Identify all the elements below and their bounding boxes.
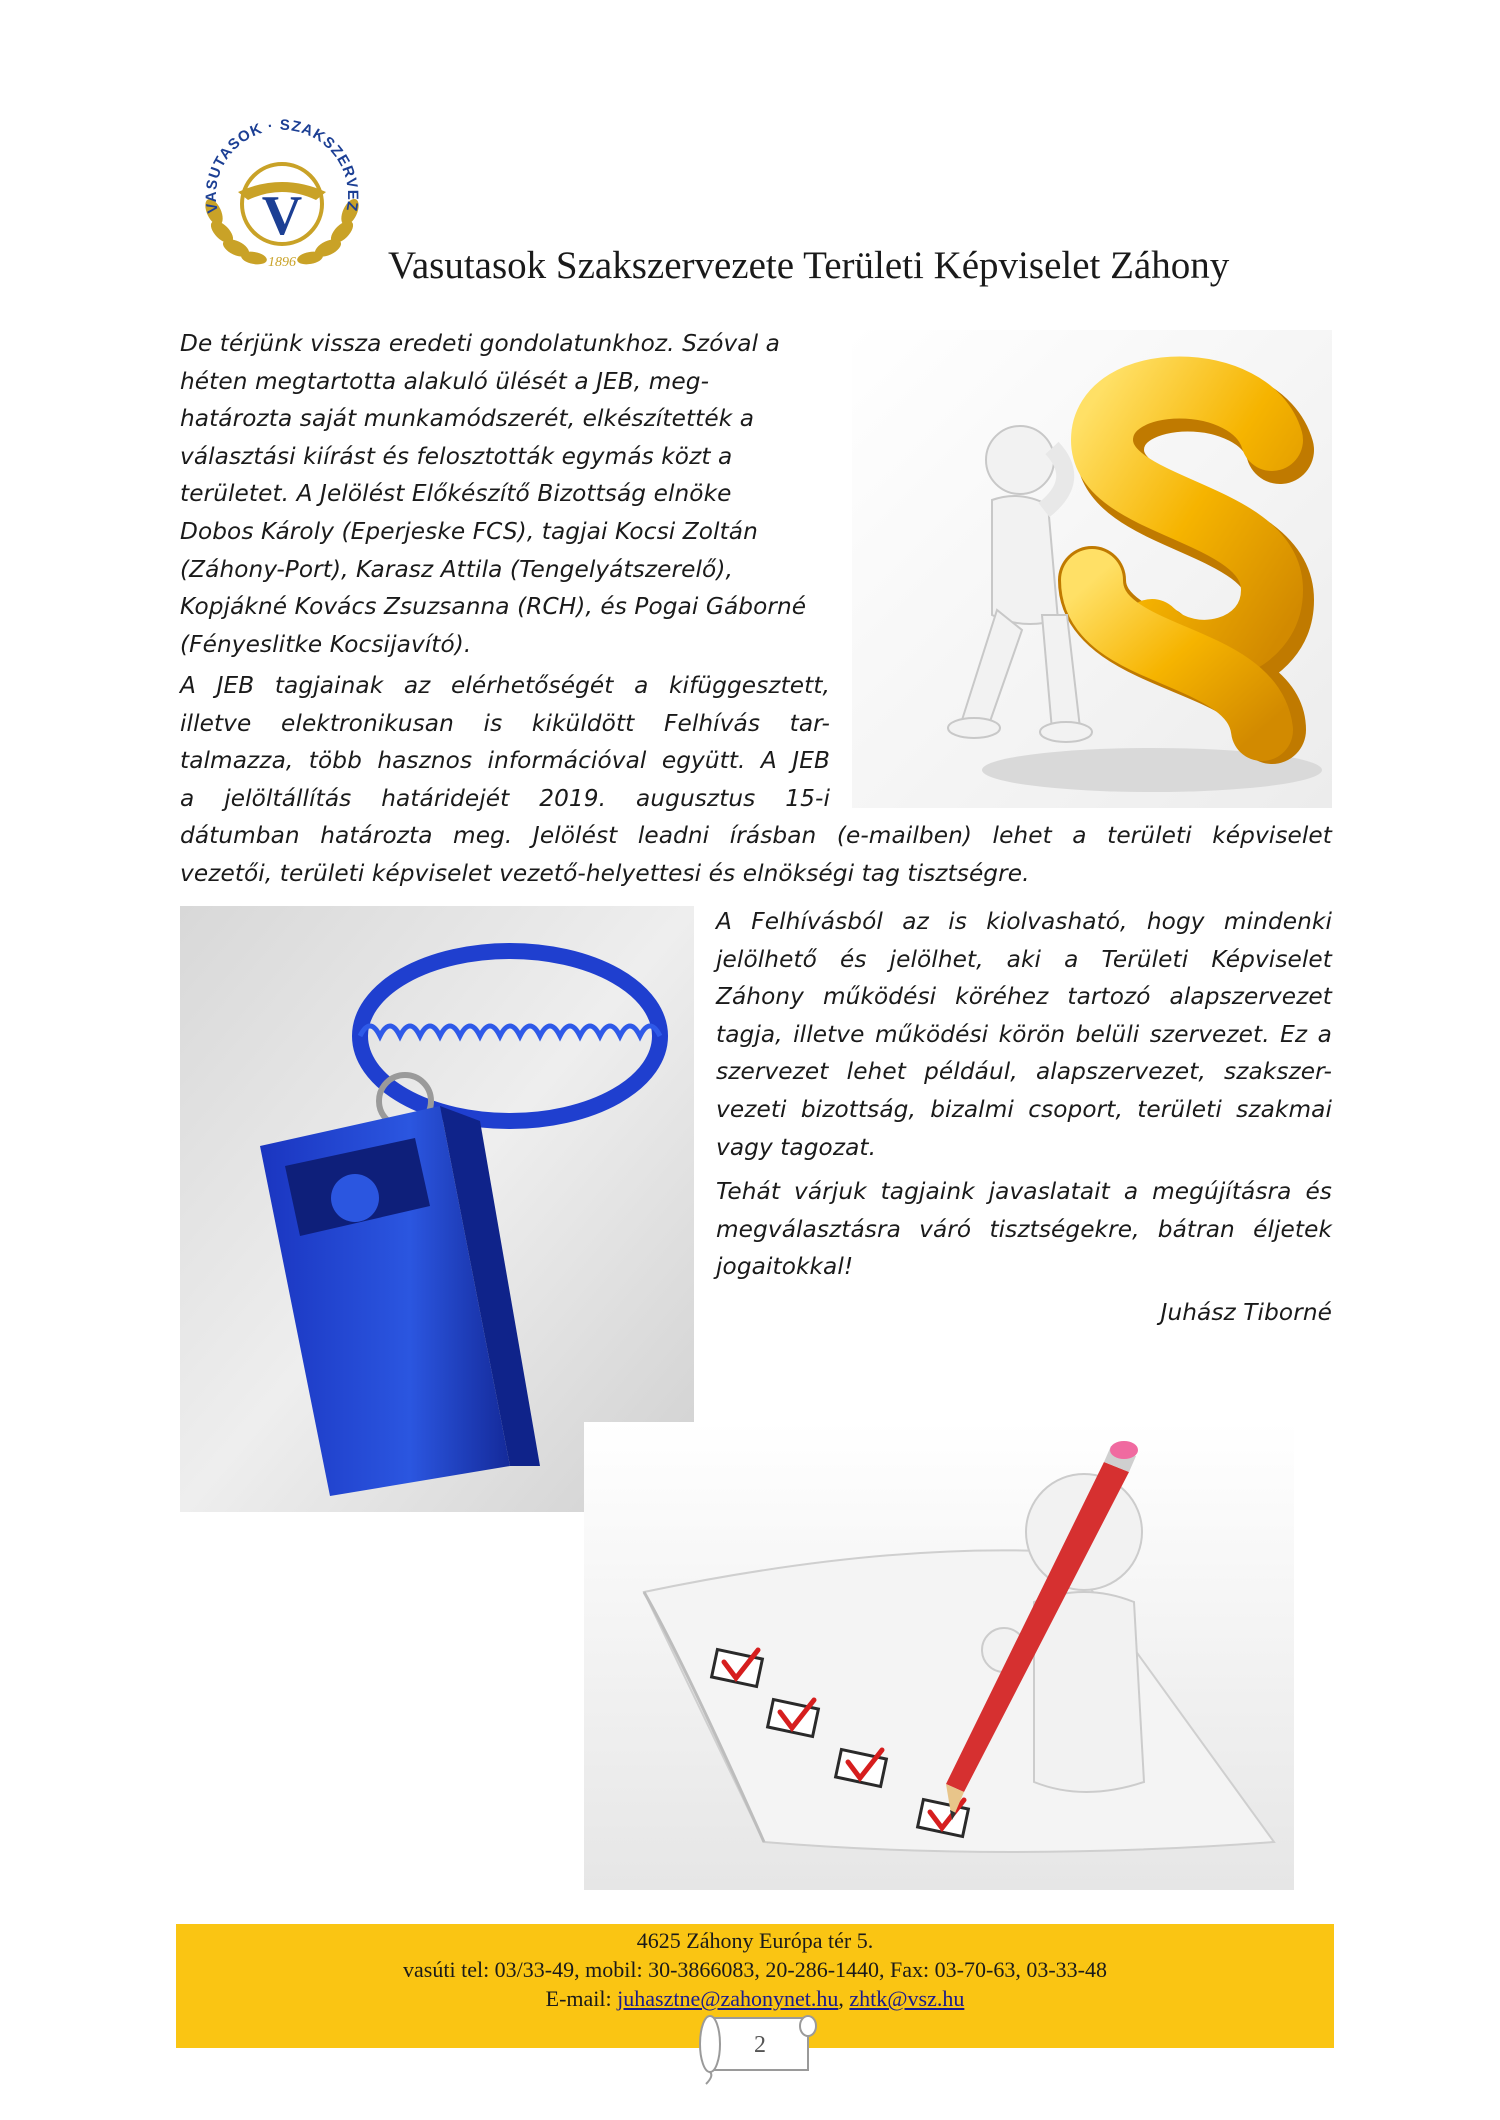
text-line: vagy tagozat. (716, 1133, 877, 1161)
text-line: dátumban határozta meg. Jelölést leadni írásban (e-mailben) lehet a területi képviselet (180, 822, 1332, 849)
text-line: Kopjákné Kovács Zsuzsanna (RCH), és Pogai Gáborné (180, 593, 807, 621)
logo-letter: V (261, 185, 303, 247)
checklist-figure-image (584, 1422, 1294, 1890)
text-line: (Záhony-Port), Karasz Attila (Tengelyátszerelő), (180, 555, 733, 583)
text-line: vezeti bizottság, bizalmi csoport, területi szakmai (716, 1095, 1332, 1123)
page-number: 2 (754, 2032, 766, 2058)
text-line: a jelöltállítás határidejét 2019. augusztus 15-i (180, 784, 830, 812)
text-line: Dobos Károly (Eperjeske FCS), tagjai Kocsi Zoltán (180, 517, 758, 545)
text-line: A JEB tagjainak az elérhetőségét a kifüggesztett, (180, 672, 830, 699)
logo-arc-text: VASUTASOK · SZAKSZERVEZ (202, 116, 362, 215)
text-line: illetve elektronikusan is kiküldött Felhívás tar- (180, 709, 830, 737)
page-title: Vasutasok Szakszervezete Területi Képviselet Záhony (388, 244, 1230, 287)
text-line: vezetői, területi képviselet vezető-helyettesi és elnökségi tag tisztségre. (180, 859, 1030, 887)
text-line: Záhony működési köréhez tartozó alapszervezet (716, 983, 1332, 1011)
union-logo (188, 112, 376, 272)
article-paragraph-3 (716, 903, 1332, 1166)
footer-phones: vasúti tel: 03/33-49, mobil: 30-3866083, 20-286-1440, Fax: 03-70-63, 03-33-48 (403, 1957, 1107, 1982)
text-line: jelölhető és jelölhet, aki a Területi Képviselet (716, 945, 1332, 973)
text-line: héten megtartotta alakuló ülését a JEB, meg- (180, 367, 710, 395)
text-line: A Felhívásból az is kiolvasható, hogy mindenki (716, 908, 1332, 935)
footer-address: 4625 Záhony Európa tér 5. (636, 1928, 874, 1953)
article-paragraph-1 (180, 325, 830, 663)
text-line: Tehát várjuk tagjaink javaslatait a megújításra és (716, 1178, 1332, 1205)
text-line: tagja, illetve működési körön belüli szervezet. Ez a (716, 1020, 1332, 1048)
text-line: választási kiírást és felosztották egymás közt a (180, 442, 733, 470)
text-line: jogaitokkal! (716, 1253, 854, 1281)
text-line: talmazza, több hasznos információval együtt. A JEB (180, 747, 830, 775)
logo-year: 1896 (268, 255, 296, 270)
email-link-zhtk[interactable]: zhtk@vsz.hu (849, 1986, 965, 2011)
text-line: határozta saját munkamódszerét, elkészítették a (180, 405, 755, 433)
author-signature: Juhász Tiborné (1160, 1299, 1332, 1326)
paragraph-sign-figure-image (852, 330, 1332, 808)
email-label: E-mail: (545, 1986, 618, 2011)
email-link-juhasztne[interactable]: juhasztne@zahonynet.hu (617, 1986, 839, 2011)
email-separator: , (838, 1986, 850, 2011)
text-line: területet. A Jelölést Előkészítő Bizottság elnöke (180, 480, 732, 508)
text-line: megválasztásra váró tisztségekre, bátran éljetek (716, 1215, 1332, 1243)
article-paragraph-2-continued (180, 817, 1332, 892)
article-paragraph-4 (716, 1173, 1332, 1286)
text-line: (Fényeslitke Kocsijavító). (180, 630, 472, 658)
article-paragraph-2 (180, 667, 830, 817)
text-line: szervezet lehet például, alapszervezet, szakszer- (716, 1058, 1332, 1086)
text-line: De térjünk vissza eredeti gondolatunkhoz. Szóval a (180, 330, 780, 357)
